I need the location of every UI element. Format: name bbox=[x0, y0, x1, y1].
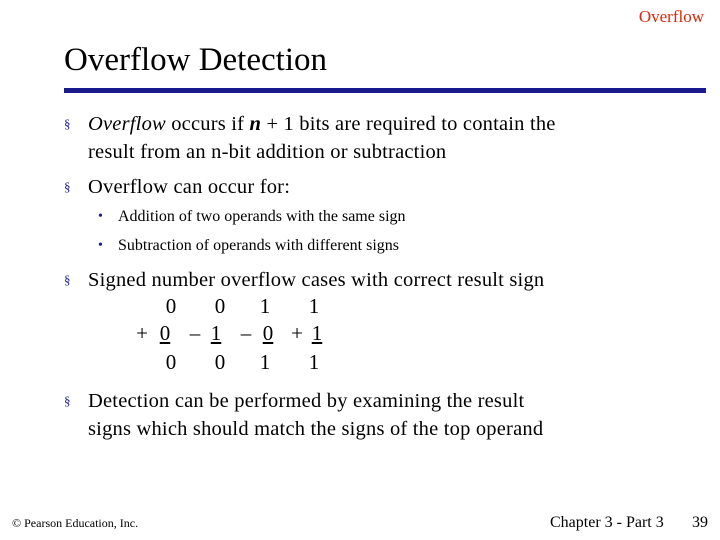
row3-col4: 1 bbox=[308, 350, 320, 374]
subbullet-1-text: Addition of two operands with the same sign bbox=[118, 208, 406, 225]
bullet-3-text: Signed number overflow cases with correct result sign bbox=[88, 269, 545, 291]
row1-col4: 1 bbox=[308, 294, 320, 318]
bullet-marker: § bbox=[64, 116, 71, 131]
subbullet-2-text: Subtraction of operands with different signs bbox=[118, 237, 399, 254]
bullet-1-rest: + 1 bits are required to contain the bbox=[261, 113, 556, 135]
bullet-4-line2: signs which should match the signs of the top operand bbox=[88, 418, 544, 440]
bullet-marker: § bbox=[64, 179, 71, 194]
footer-copyright: © Pearson Education, Inc. bbox=[12, 516, 139, 530]
bullet-1-var: n bbox=[249, 113, 262, 135]
row2-val4: 1 bbox=[311, 321, 323, 345]
slide-title: Overflow Detection bbox=[64, 42, 327, 78]
bullet-marker: § bbox=[64, 393, 71, 408]
row3-col2: 0 bbox=[214, 350, 226, 374]
row2-op4: + bbox=[291, 321, 303, 345]
sub-marker: • bbox=[98, 238, 103, 253]
row2-op2: – bbox=[189, 321, 201, 345]
bullet-2-text: Overflow can occur for: bbox=[88, 176, 291, 198]
row2-val1: 0 bbox=[159, 321, 171, 345]
bullet-1-em: Overflow bbox=[88, 113, 166, 135]
footer-chapter: Chapter 3 - Part 3 bbox=[550, 514, 664, 531]
row2-val3: 0 bbox=[262, 321, 274, 345]
title-rule bbox=[64, 88, 706, 93]
row3-col1: 0 bbox=[165, 350, 177, 374]
bullet-1-line2: result from an n-bit addition or subtraction bbox=[88, 141, 447, 163]
bullet-1-pre: occurs if bbox=[165, 113, 250, 135]
row2-val2: 1 bbox=[210, 321, 222, 345]
row3-col3: 1 bbox=[259, 350, 271, 374]
footer-page-number: 39 bbox=[692, 514, 708, 531]
row2-op1: + bbox=[136, 321, 148, 345]
row1-col1: 0 bbox=[165, 294, 177, 318]
row1-col3: 1 bbox=[259, 294, 271, 318]
bullet-4-line1: Detection can be performed by examining the result bbox=[88, 390, 525, 412]
sub-marker: • bbox=[98, 209, 103, 224]
row2-op3: – bbox=[240, 321, 252, 345]
row1-col2: 0 bbox=[214, 294, 226, 318]
header-label: Overflow bbox=[638, 7, 704, 26]
bullet-marker: § bbox=[64, 272, 71, 287]
